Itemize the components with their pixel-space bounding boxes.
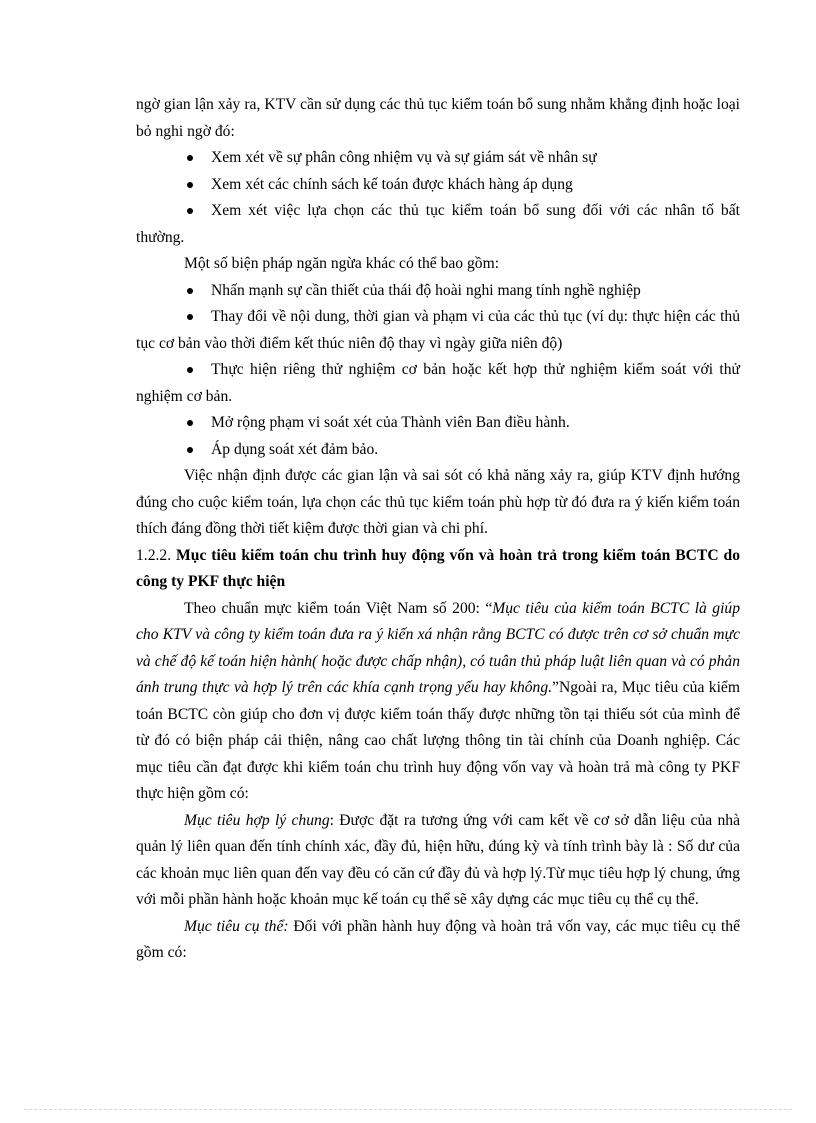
bullet-icon bbox=[187, 155, 193, 161]
bullet-item: Xem xét các chính sách kế toán được khách hàng áp dụng bbox=[136, 172, 740, 199]
paragraph-measures: Một số biện pháp ngăn ngừa khác có thể bao gồm: bbox=[184, 255, 500, 272]
paragraph-standard: Theo chuẩn mực kiểm toán Việt Nam số 200: “Mục tiêu của kiểm toán BCTC là giúp cho KTV và công ty kiểm toán đưa ra ý kiến xá nhận rằng BCTC có được trên cơ sở chuẩn mực và chế độ kế toán hiện hành( hoặc được chấp nhận), có tuân thủ pháp luật liên quan và có phản ánh trung thực và hợp lý trên các khía cạnh trọng yếu hay không.”Ngoài ra, Mục tiêu của kiểm toán BCTC còn giúp cho đơn vị được kiểm toán thấy được những tồn tại thiếu sót của mình để từ đó có biện pháp cải thiện, nâng cao chất lượng thông tin tài chính của Doanh nghiệp. Các mục tiêu cần đạt được khi kiểm toán chu trình huy động vốn vay và hoàn trả mà công ty PKF thực hiện gồm có: bbox=[136, 599, 740, 802]
heading-title: Mục tiêu kiểm toán chu trình huy động vốn và hoàn trả trong kiểm toán BCTC do công ty PKF thực hiện bbox=[136, 546, 741, 590]
bullet-icon bbox=[187, 420, 193, 426]
bullet-item: Xem xét về sự phân công nhiệm vụ và sự giám sát về nhân sự bbox=[136, 145, 740, 172]
quote-text: Mục tiêu của kiểm toán BCTC là giúp cho KTV và công ty kiểm toán đưa ra ý kiến xá nhận rằng BCTC có được trên cơ sở chuẩn mực và chế độ kế toán hiện hành( hoặc được chấp nhận), có tuân thủ pháp luật liên quan và có phản ánh trung thực và hợp lý trên các khía cạnh trọng yếu hay không. bbox=[136, 599, 740, 696]
heading-number: 1.2.2. bbox=[136, 546, 172, 564]
bullet-icon bbox=[187, 367, 193, 373]
bullet-item: Thay đổi về nội dung, thời gian và phạm vi của các thủ tục (ví dụ: thực hiện các thủ tục cơ bản vào thời điểm kết thúc niên độ thay vì ngày giữa niên độ) bbox=[136, 308, 740, 352]
paragraph-specific-objective: Mục tiêu cụ thể: Đối với phần hành huy động và hoàn trả vốn vay, các mục tiêu cụ thể gồm có: bbox=[136, 917, 741, 961]
term-label: Mục tiêu cụ thể: bbox=[184, 917, 289, 935]
bullet-icon bbox=[187, 447, 193, 453]
bullet-item: Thực hiện riêng thử nghiệm cơ bản hoặc kết hợp thử nghiệm kiểm soát với thử nghiệm cơ bản. bbox=[136, 361, 740, 405]
term-label: Mục tiêu hợp lý chung bbox=[184, 811, 330, 829]
bullet-item: Mở rộng phạm vi soát xét của Thành viên Ban điều hành. bbox=[136, 410, 740, 437]
paragraph-general-objective: Mục tiêu hợp lý chung: Được đặt ra tương ứng với cam kết về cơ sở dẫn liệu của nhà quản lý liên quan đến tính chính xác, đầy đủ, hiện hữu, đúng kỳ và tính trình bày là : Số dư của các khoản mục liên quan đến vay đều có căn cứ đầy đủ và hợp lý.Từ mục tiêu hợp lý chung, ứng với mỗi phần hành hoặc khoản mục kế toán cụ thể sẽ xây dựng các mục tiêu cụ thể cụ thể. bbox=[136, 811, 740, 908]
document-page bbox=[136, 92, 740, 967]
bullet-item: Áp dụng soát xét đảm bảo. bbox=[136, 437, 740, 464]
bullet-item: Xem xét việc lựa chọn các thủ tục kiểm toán bổ sung đối với các nhân tố bất thường. bbox=[136, 202, 740, 246]
paragraph-conclusion: Việc nhận định được các gian lận và sai sót có khả năng xảy ra, giúp KTV định hướng đúng cho cuộc kiểm toán, lựa chọn các thủ tục kiểm toán phù hợp từ đó đưa ra ý kiến kiểm toán thích đáng đồng thời tiết kiệm được thời gian và chi phí. bbox=[136, 467, 740, 537]
bullet-icon bbox=[187, 182, 193, 188]
bullet-icon bbox=[187, 288, 193, 294]
section-heading bbox=[136, 543, 740, 596]
bullet-icon bbox=[187, 208, 193, 214]
page-bottom-border bbox=[24, 1109, 792, 1110]
bullet-item: Nhấn mạnh sự cần thiết của thái độ hoài nghi mang tính nghề nghiệp bbox=[136, 278, 740, 305]
paragraph-intro: ngờ gian lận xảy ra, KTV cần sử dụng các thủ tục kiểm toán bổ sung nhằm khẳng định hoặc loại bỏ nghi ngờ đó: bbox=[136, 96, 740, 140]
bullet-icon bbox=[187, 314, 193, 320]
